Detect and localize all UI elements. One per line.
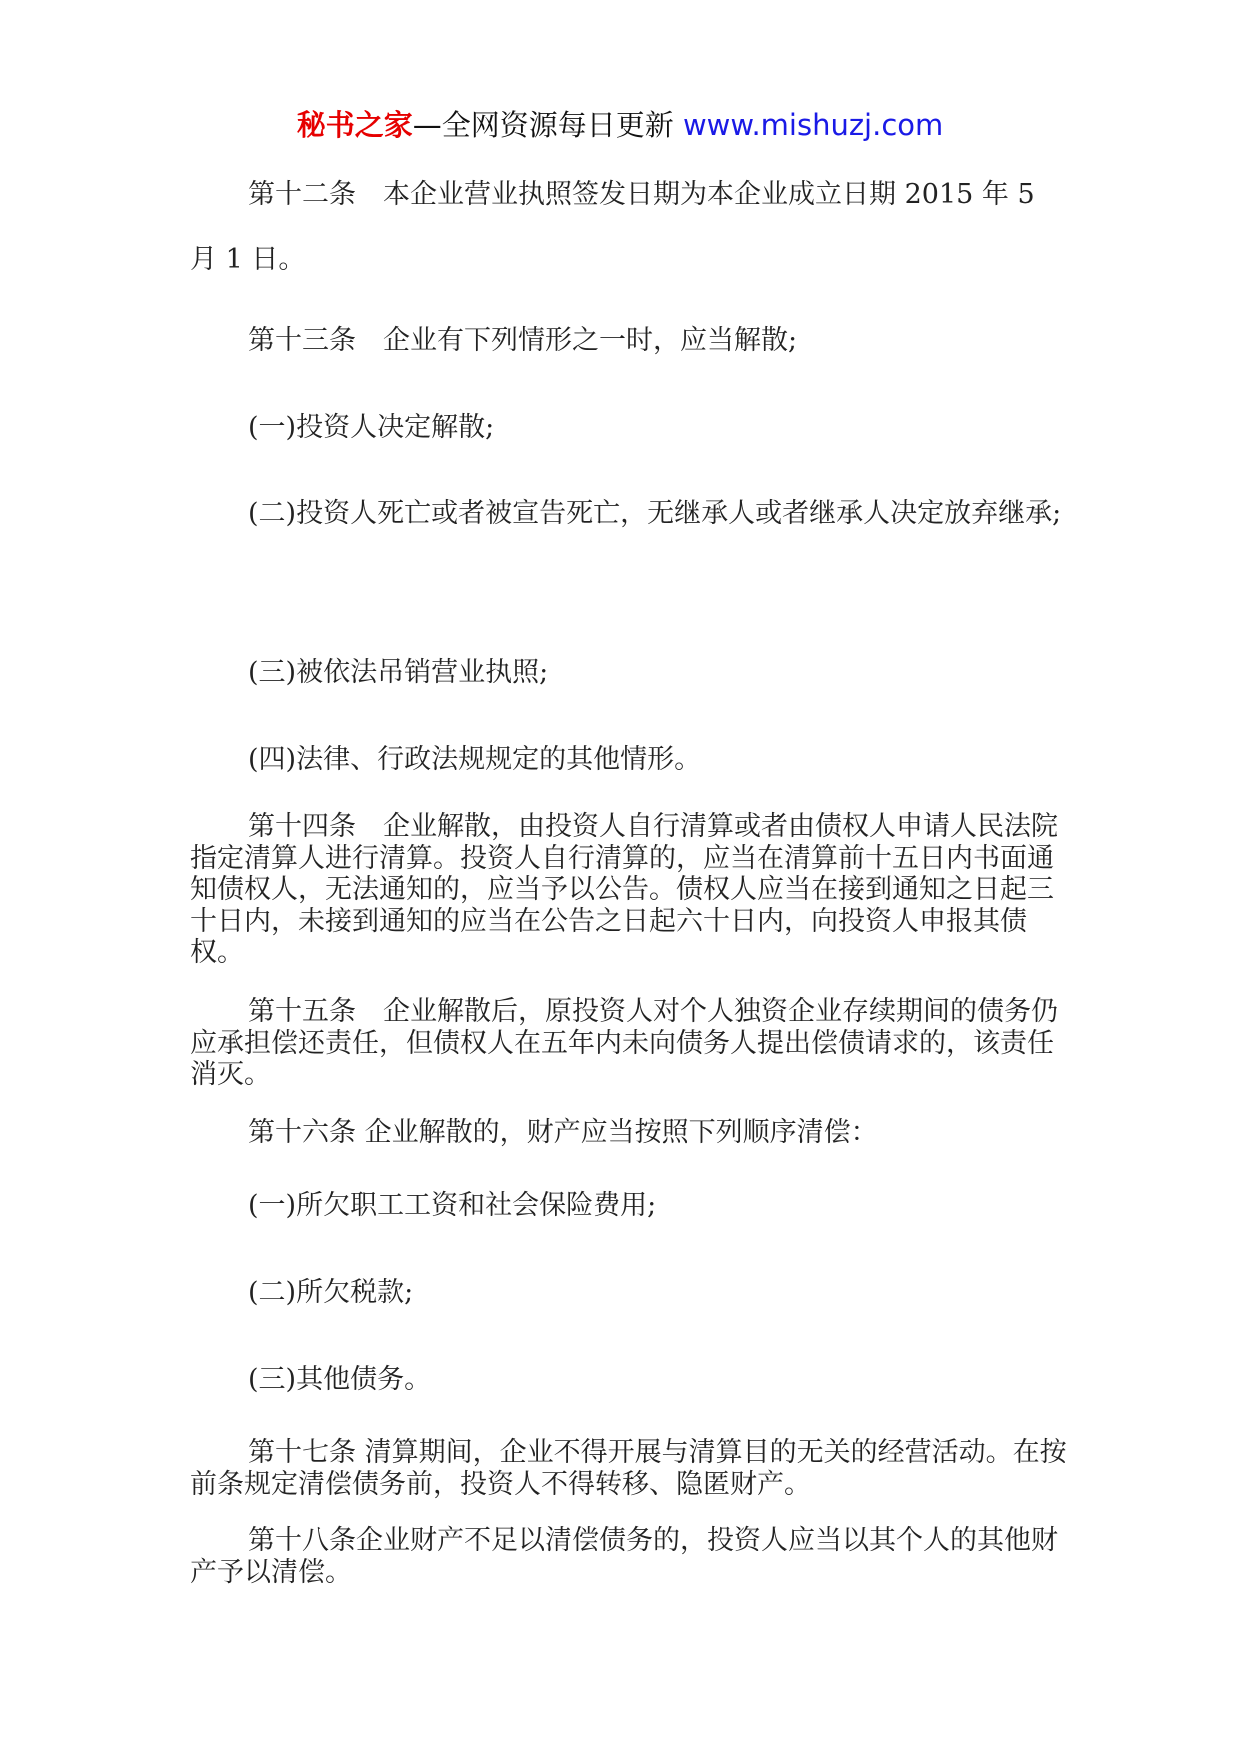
article-13-item-3: (三)被依法吊销营业执照; — [248, 657, 549, 688]
site-slogan: —全网资源每日更新 — [412, 108, 674, 142]
article-16-paragraph: 第十六条 企业解散的，财产应当按照下列顺序清偿： — [248, 1117, 878, 1148]
article-16-item-2: (二)所欠税款; — [248, 1277, 414, 1308]
site-brand: 秘书之家 — [296, 108, 413, 142]
article-13-item-1: (一)投资人决定解散; — [248, 412, 495, 443]
site-header — [0, 103, 1240, 147]
article-13-paragraph: 第十三条 企业有下列情形之一时，应当解散; — [248, 325, 798, 356]
article-13-item-2: (二)投资人死亡或者被宣告死亡，无继承人或者继承人决定放弃继承; — [248, 498, 1062, 529]
article-16-item-3: (三)其他债务。 — [248, 1364, 432, 1395]
article-13-item-4: (四)法律、行政法规规定的其他情形。 — [248, 744, 702, 775]
article-16-item-1: (一)所欠职工工资和社会保险费用; — [248, 1190, 657, 1221]
article-15-paragraph: 第十五条 企业解散后，原投资人对个人独资企业存续期间的债务仍应承担偿还责任，但债权人在五年内未向债务人提出偿债请求的，该责任消灭。 — [190, 996, 1058, 1090]
article-14-paragraph: 第十四条 企业解散，由投资人自行清算或者由债权人申请人民法院指定清算人进行清算。投资人自行清算的，应当在清算前十五日内书面通知债权人，无法通知的，应当予以公告。债权人应当在接到通知之日起三十日内，未接到通知的应当在公告之日起六十日内，向投资人申报其债权。 — [190, 811, 1058, 968]
site-url-link[interactable]: www.mishuzj.com — [682, 108, 944, 142]
article-18-paragraph: 第十八条企业财产不足以清偿债务的，投资人应当以其个人的其他财产予以清偿。 — [190, 1525, 1058, 1588]
article-17-paragraph: 第十七条 清算期间，企业不得开展与清算目的无关的经营活动。在按前条规定清偿债务前，投资人不得转移、隐匿财产。 — [190, 1437, 1067, 1500]
article-12-paragraph: 第十二条 本企业营业执照签发日期为本企业成立日期 2015 年 5 月 1 日。 — [190, 179, 1035, 275]
